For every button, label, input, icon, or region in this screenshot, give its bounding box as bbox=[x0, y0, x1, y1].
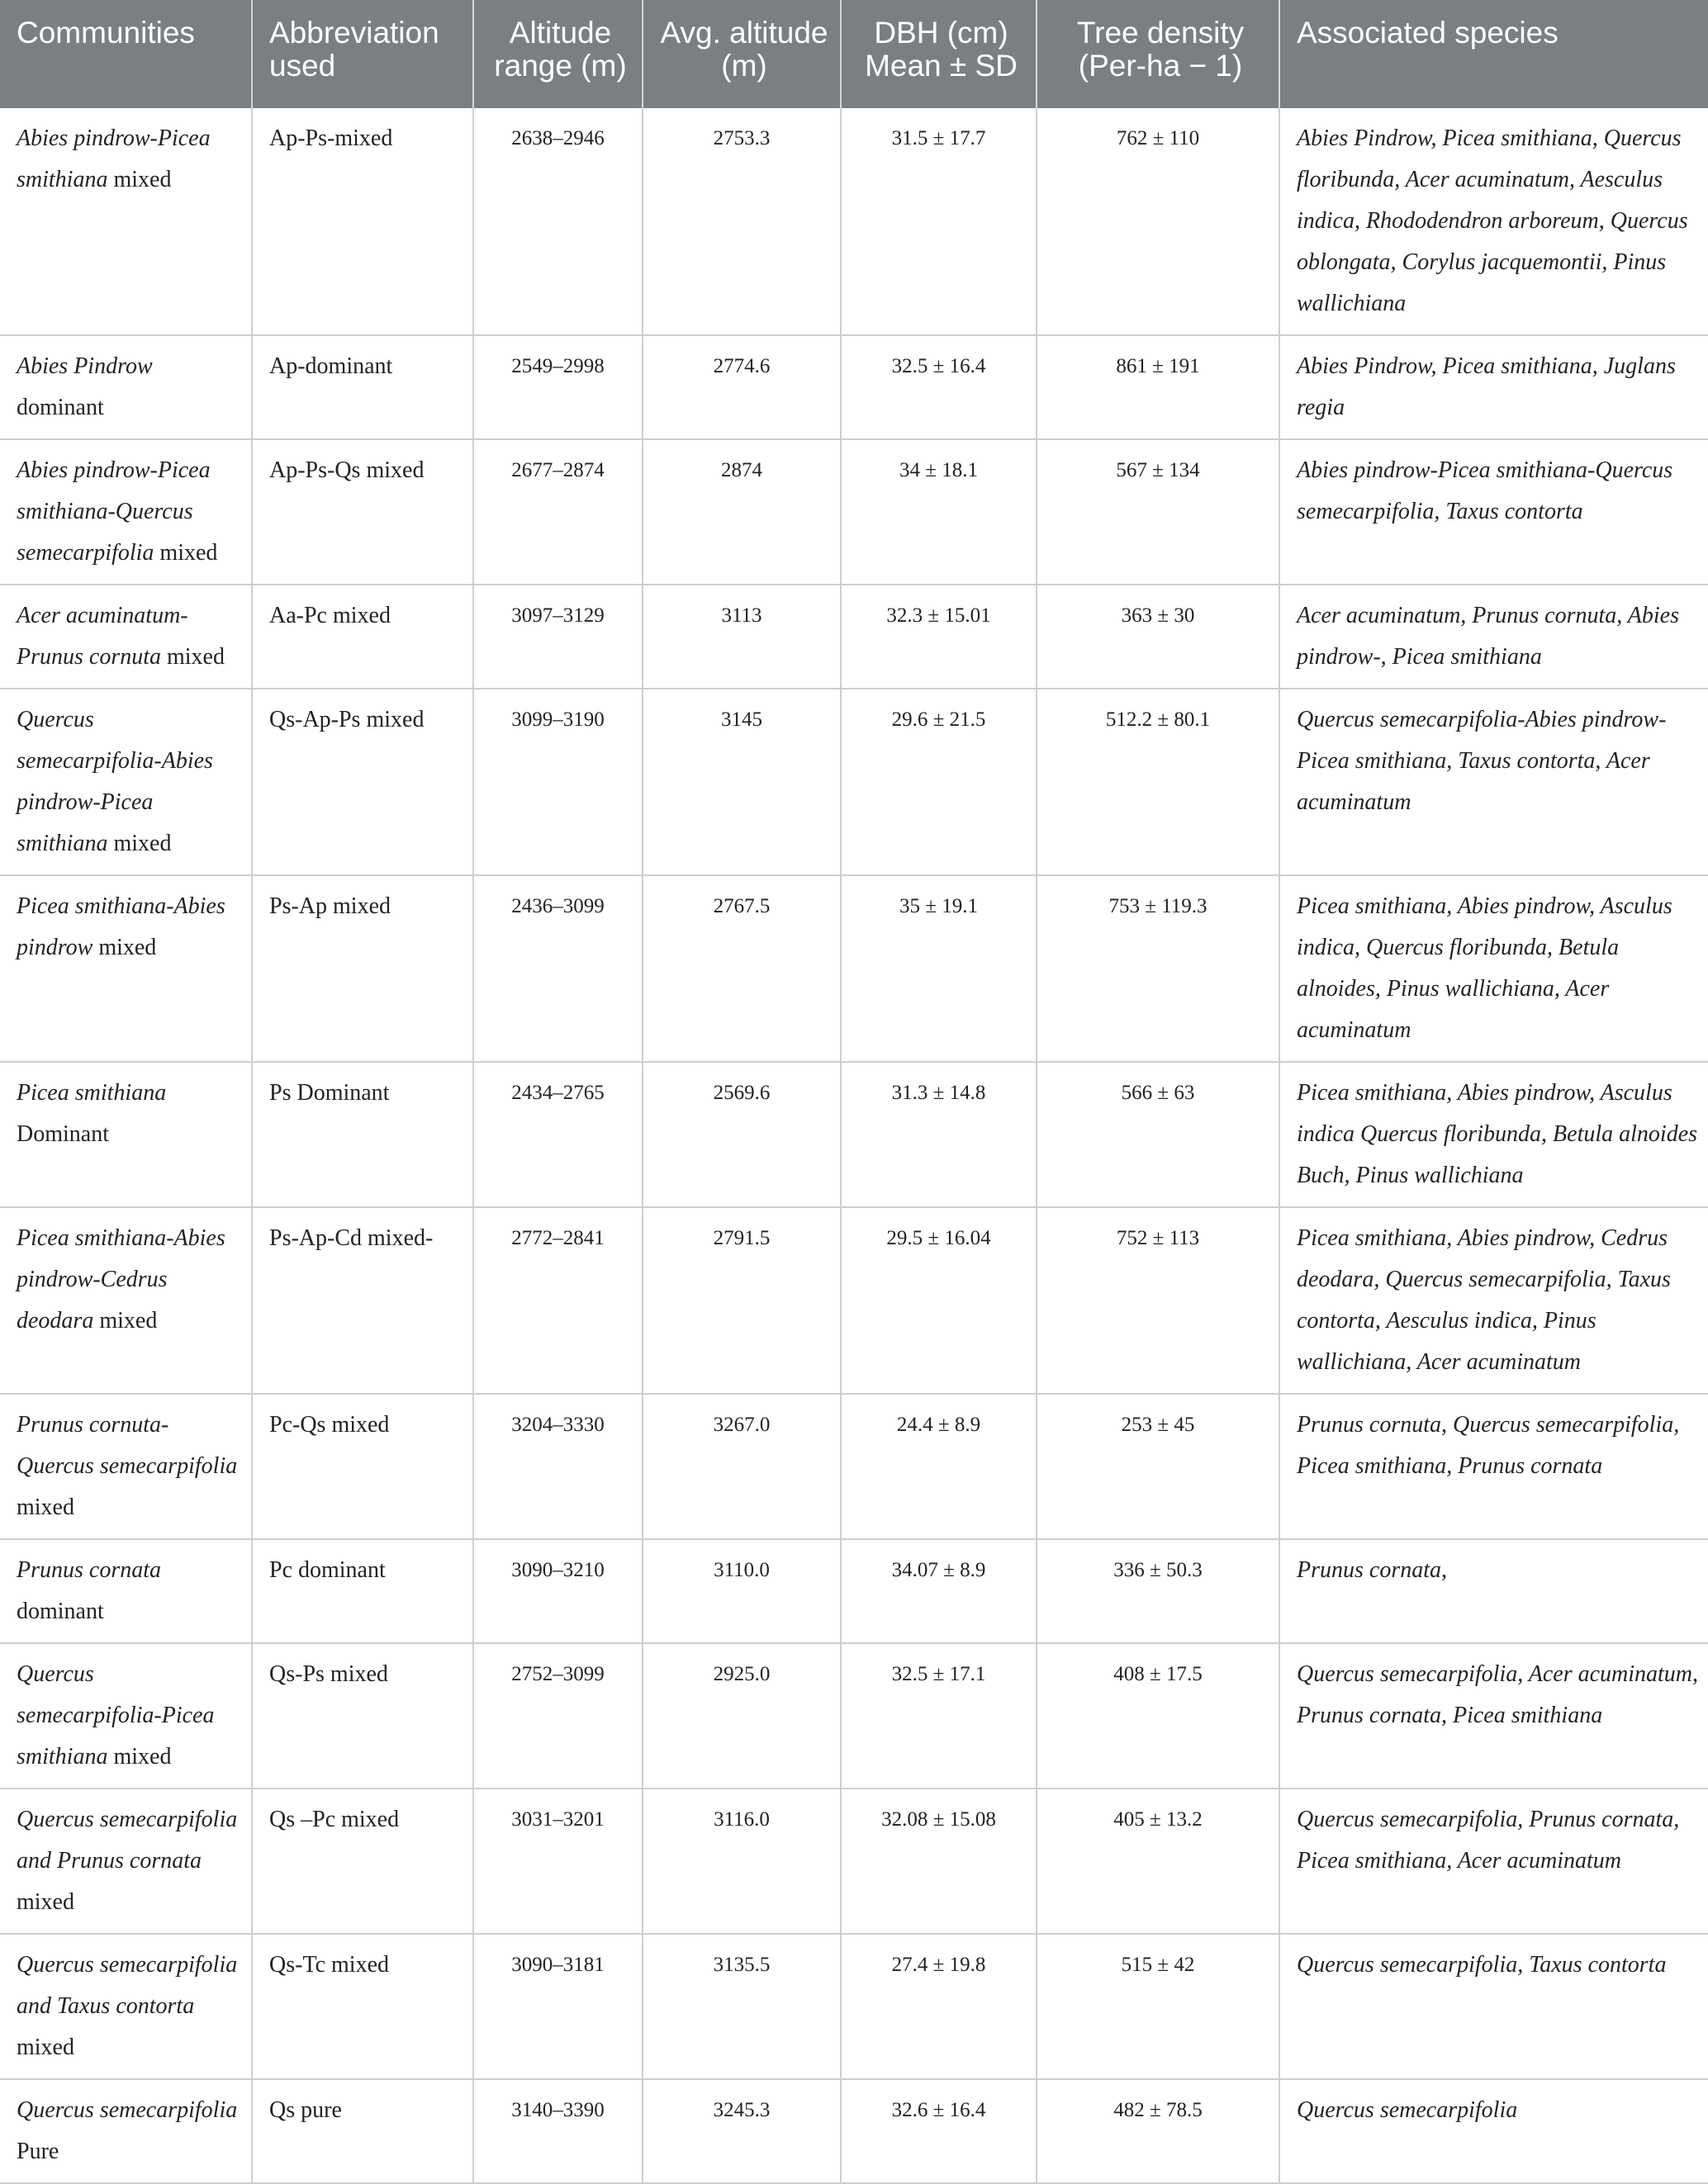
table-row bbox=[0, 875, 1708, 1062]
tree-density-cell: 752 ± 113 bbox=[1037, 1207, 1279, 1394]
avg-altitude-cell: 3145 bbox=[643, 689, 841, 875]
abbreviation-cell: Pc-Qs mixed bbox=[252, 1394, 473, 1539]
abbreviation-cell: Ps-Ap mixed bbox=[252, 875, 473, 1062]
community-cell bbox=[0, 875, 252, 1062]
community-cell bbox=[0, 335, 252, 439]
altitude-range-cell: 2772–2841 bbox=[473, 1207, 643, 1394]
table-row bbox=[0, 585, 1708, 689]
dbh-cell: 32.6 ± 16.4 bbox=[841, 2079, 1037, 2183]
associated-species-cell: Abies Pindrow, Picea smithiana, Juglans regia bbox=[1279, 335, 1708, 439]
associated-species-cell: Quercus semecarpifolia-Abies pindrow-Picea smithiana, Taxus contorta, Acer acuminatum bbox=[1279, 689, 1708, 875]
associated-species-cell: Picea smithiana, Abies pindrow, Asculus indica Quercus floribunda, Betula alnoides Buch, Pinus wallichiana bbox=[1279, 1062, 1708, 1207]
table-row bbox=[0, 108, 1708, 335]
community-type: Dominant bbox=[17, 1121, 109, 1147]
avg-altitude-cell: 2767.5 bbox=[643, 875, 841, 1062]
dbh-cell: 34.07 ± 8.9 bbox=[841, 1539, 1037, 1643]
associated-species-cell: Prunus cornuta, Quercus semecarpifolia, Picea smithiana, Prunus cornata bbox=[1279, 1394, 1708, 1539]
community-cell bbox=[0, 689, 252, 875]
dbh-cell: 27.4 ± 19.8 bbox=[841, 1934, 1037, 2079]
table-row bbox=[0, 1643, 1708, 1788]
community-type: mixed bbox=[17, 2035, 74, 2060]
header-abbreviation: Abbreviation used bbox=[252, 0, 473, 108]
abbreviation-cell: Qs-Ps mixed bbox=[252, 1643, 473, 1788]
altitude-range-cell: 3204–3330 bbox=[473, 1394, 643, 1539]
table-row bbox=[0, 1788, 1708, 1934]
community-type: mixed bbox=[107, 831, 172, 856]
altitude-range-cell: 3140–3390 bbox=[473, 2079, 643, 2183]
community-name: Abies Pindrow bbox=[17, 353, 153, 379]
community-type: mixed bbox=[93, 1308, 158, 1334]
table-body bbox=[0, 108, 1708, 2183]
table-row bbox=[0, 1394, 1708, 1539]
altitude-range-cell: 3099–3190 bbox=[473, 689, 643, 875]
tree-density-cell: 253 ± 45 bbox=[1037, 1394, 1279, 1539]
dbh-cell: 32.5 ± 17.1 bbox=[841, 1643, 1037, 1788]
tree-density-cell: 408 ± 17.5 bbox=[1037, 1643, 1279, 1788]
associated-species-cell: Quercus semecarpifolia bbox=[1279, 2079, 1708, 2183]
avg-altitude-cell: 2774.6 bbox=[643, 335, 841, 439]
dbh-cell: 32.3 ± 15.01 bbox=[841, 585, 1037, 689]
community-cell bbox=[0, 2079, 252, 2183]
community-name: Picea smithiana-Abies pindrow bbox=[17, 893, 225, 960]
community-type: dominant bbox=[17, 1599, 104, 1624]
community-type: mixed bbox=[161, 644, 225, 670]
altitude-range-cell: 2436–3099 bbox=[473, 875, 643, 1062]
altitude-range-cell: 3090–3181 bbox=[473, 1934, 643, 2079]
community-type: mixed bbox=[93, 935, 157, 960]
associated-species-cell: Acer acuminatum, Prunus cornuta, Abies pindrow-, Picea smithiana bbox=[1279, 585, 1708, 689]
associated-species-cell: Quercus semecarpifolia, Taxus contorta bbox=[1279, 1934, 1708, 2079]
community-name: Abies pindrow-Picea smithiana bbox=[17, 126, 211, 192]
dbh-cell: 35 ± 19.1 bbox=[841, 875, 1037, 1062]
altitude-range-cell: 2752–3099 bbox=[473, 1643, 643, 1788]
associated-species-cell: Abies Pindrow, Picea smithiana, Quercus floribunda, Acer acuminatum, Aesculus indica, Rhododendron arboreum, Quercus oblongata, Corylus jacquemontii, Pinus wallichiana bbox=[1279, 108, 1708, 335]
tree-density-cell: 515 ± 42 bbox=[1037, 1934, 1279, 2079]
header-tree-density: Tree density (Per-ha − 1) bbox=[1037, 0, 1279, 108]
table-row bbox=[0, 689, 1708, 875]
community-name: Quercus semecarpifolia-Picea smithiana bbox=[17, 1661, 215, 1769]
altitude-range-cell: 3097–3129 bbox=[473, 585, 643, 689]
community-cell bbox=[0, 1934, 252, 2079]
altitude-range-cell: 2638–2946 bbox=[473, 108, 643, 335]
community-name: Picea smithiana bbox=[17, 1080, 167, 1106]
abbreviation-cell: Qs-Tc mixed bbox=[252, 1934, 473, 2079]
associated-species-cell: Quercus semecarpifolia, Acer acuminatum, Prunus cornata, Picea smithiana bbox=[1279, 1643, 1708, 1788]
avg-altitude-cell: 3135.5 bbox=[643, 1934, 841, 2079]
community-name: Quercus semecarpifolia bbox=[17, 2097, 238, 2123]
community-name: Quercus semecarpifolia and Prunus cornata bbox=[17, 1807, 238, 1874]
avg-altitude-cell: 3116.0 bbox=[643, 1788, 841, 1934]
altitude-range-cell: 2677–2874 bbox=[473, 439, 643, 585]
community-name: Prunus cornuta-Quercus semecarpifolia bbox=[17, 1412, 238, 1479]
avg-altitude-cell: 3113 bbox=[643, 585, 841, 689]
abbreviation-cell: Ps-Ap-Cd mixed- bbox=[252, 1207, 473, 1394]
community-type: dominant bbox=[17, 395, 104, 420]
associated-species-cell: Picea smithiana, Abies pindrow, Cedrus deodara, Quercus semecarpifolia, Taxus contorta, Aesculus indica, Pinus wallichiana, Acer acuminatum bbox=[1279, 1207, 1708, 1394]
abbreviation-cell: Ap-dominant bbox=[252, 335, 473, 439]
dbh-cell: 24.4 ± 8.9 bbox=[841, 1394, 1037, 1539]
dbh-cell: 31.3 ± 14.8 bbox=[841, 1062, 1037, 1207]
community-cell bbox=[0, 1788, 252, 1934]
abbreviation-cell: Aa-Pc mixed bbox=[252, 585, 473, 689]
table-row bbox=[0, 1539, 1708, 1643]
avg-altitude-cell: 2925.0 bbox=[643, 1643, 841, 1788]
altitude-range-cell: 2549–2998 bbox=[473, 335, 643, 439]
tree-density-cell: 762 ± 110 bbox=[1037, 108, 1279, 335]
dbh-cell: 29.5 ± 16.04 bbox=[841, 1207, 1037, 1394]
dbh-cell: 32.08 ± 15.08 bbox=[841, 1788, 1037, 1934]
community-cell bbox=[0, 1394, 252, 1539]
table-row bbox=[0, 439, 1708, 585]
community-cell bbox=[0, 1062, 252, 1207]
table-row bbox=[0, 1062, 1708, 1207]
avg-altitude-cell: 3267.0 bbox=[643, 1394, 841, 1539]
tree-density-cell: 405 ± 13.2 bbox=[1037, 1788, 1279, 1934]
avg-altitude-cell: 3245.3 bbox=[643, 2079, 841, 2183]
tree-density-cell: 482 ± 78.5 bbox=[1037, 2079, 1279, 2183]
community-type: mixed bbox=[17, 1889, 74, 1915]
avg-altitude-cell: 2874 bbox=[643, 439, 841, 585]
altitude-range-cell: 3090–3210 bbox=[473, 1539, 643, 1643]
community-type: mixed bbox=[17, 1495, 74, 1520]
community-type: mixed bbox=[107, 167, 172, 192]
community-cell bbox=[0, 108, 252, 335]
dbh-cell: 32.5 ± 16.4 bbox=[841, 335, 1037, 439]
community-name: Quercus semecarpifolia-Abies pindrow-Picea smithiana bbox=[17, 707, 213, 856]
tree-density-cell: 753 ± 119.3 bbox=[1037, 875, 1279, 1062]
community-name: Acer acuminatum-Prunus cornuta bbox=[17, 603, 188, 670]
altitude-range-cell: 3031–3201 bbox=[473, 1788, 643, 1934]
community-type: mixed bbox=[107, 1744, 172, 1769]
table-row bbox=[0, 335, 1708, 439]
dbh-cell: 29.6 ± 21.5 bbox=[841, 689, 1037, 875]
associated-species-cell: Picea smithiana, Abies pindrow, Asculus indica, Quercus floribunda, Betula alnoides, Pinus wallichiana, Acer acuminatum bbox=[1279, 875, 1708, 1062]
community-cell bbox=[0, 439, 252, 585]
community-cell bbox=[0, 1207, 252, 1394]
header-row bbox=[0, 0, 1708, 108]
community-name: Quercus semecarpifolia and Taxus contorta bbox=[17, 1952, 238, 2019]
associated-species-cell: Abies pindrow-Picea smithiana-Quercus semecarpifolia, Taxus contorta bbox=[1279, 439, 1708, 585]
abbreviation-cell: Ap-Ps-mixed bbox=[252, 108, 473, 335]
header-avg-altitude: Avg. altitude (m) bbox=[643, 0, 841, 108]
community-type: Pure bbox=[17, 2139, 59, 2164]
avg-altitude-cell: 2791.5 bbox=[643, 1207, 841, 1394]
tree-density-cell: 363 ± 30 bbox=[1037, 585, 1279, 689]
tree-density-cell: 566 ± 63 bbox=[1037, 1062, 1279, 1207]
avg-altitude-cell: 2753.3 bbox=[643, 108, 841, 335]
table-row bbox=[0, 1207, 1708, 1394]
abbreviation-cell: Ps Dominant bbox=[252, 1062, 473, 1207]
community-cell bbox=[0, 585, 252, 689]
table-row bbox=[0, 2079, 1708, 2183]
header-altitude-range: Altitude range (m) bbox=[473, 0, 643, 108]
community-name: Prunus cornata bbox=[17, 1557, 161, 1583]
header-dbh: DBH (cm) Mean ± SD bbox=[841, 0, 1037, 108]
abbreviation-cell: Ap-Ps-Qs mixed bbox=[252, 439, 473, 585]
tree-density-cell: 512.2 ± 80.1 bbox=[1037, 689, 1279, 875]
dbh-cell: 34 ± 18.1 bbox=[841, 439, 1037, 585]
tree-density-cell: 567 ± 134 bbox=[1037, 439, 1279, 585]
header-communities: Communities bbox=[0, 0, 252, 108]
community-type: mixed bbox=[154, 540, 218, 566]
header-associated-species: Associated species bbox=[1279, 0, 1708, 108]
dbh-cell: 31.5 ± 17.7 bbox=[841, 108, 1037, 335]
community-cell bbox=[0, 1539, 252, 1643]
avg-altitude-cell: 2569.6 bbox=[643, 1062, 841, 1207]
altitude-range-cell: 2434–2765 bbox=[473, 1062, 643, 1207]
tree-density-cell: 861 ± 191 bbox=[1037, 335, 1279, 439]
community-name: Picea smithiana-Abies pindrow-Cedrus deodara bbox=[17, 1225, 225, 1334]
table-header bbox=[0, 0, 1708, 108]
associated-species-cell: Quercus semecarpifolia, Prunus cornata, Picea smithiana, Acer acuminatum bbox=[1279, 1788, 1708, 1934]
abbreviation-cell: Qs –Pc mixed bbox=[252, 1788, 473, 1934]
associated-species-cell: Prunus cornata, bbox=[1279, 1539, 1708, 1643]
community-cell bbox=[0, 1643, 252, 1788]
abbreviation-cell: Pc dominant bbox=[252, 1539, 473, 1643]
abbreviation-cell: Qs pure bbox=[252, 2079, 473, 2183]
avg-altitude-cell: 3110.0 bbox=[643, 1539, 841, 1643]
table-row bbox=[0, 1934, 1708, 2079]
community-name: Abies pindrow-Picea smithiana-Quercus semecarpifolia bbox=[17, 457, 211, 566]
tree-density-cell: 336 ± 50.3 bbox=[1037, 1539, 1279, 1643]
abbreviation-cell: Qs-Ap-Ps mixed bbox=[252, 689, 473, 875]
